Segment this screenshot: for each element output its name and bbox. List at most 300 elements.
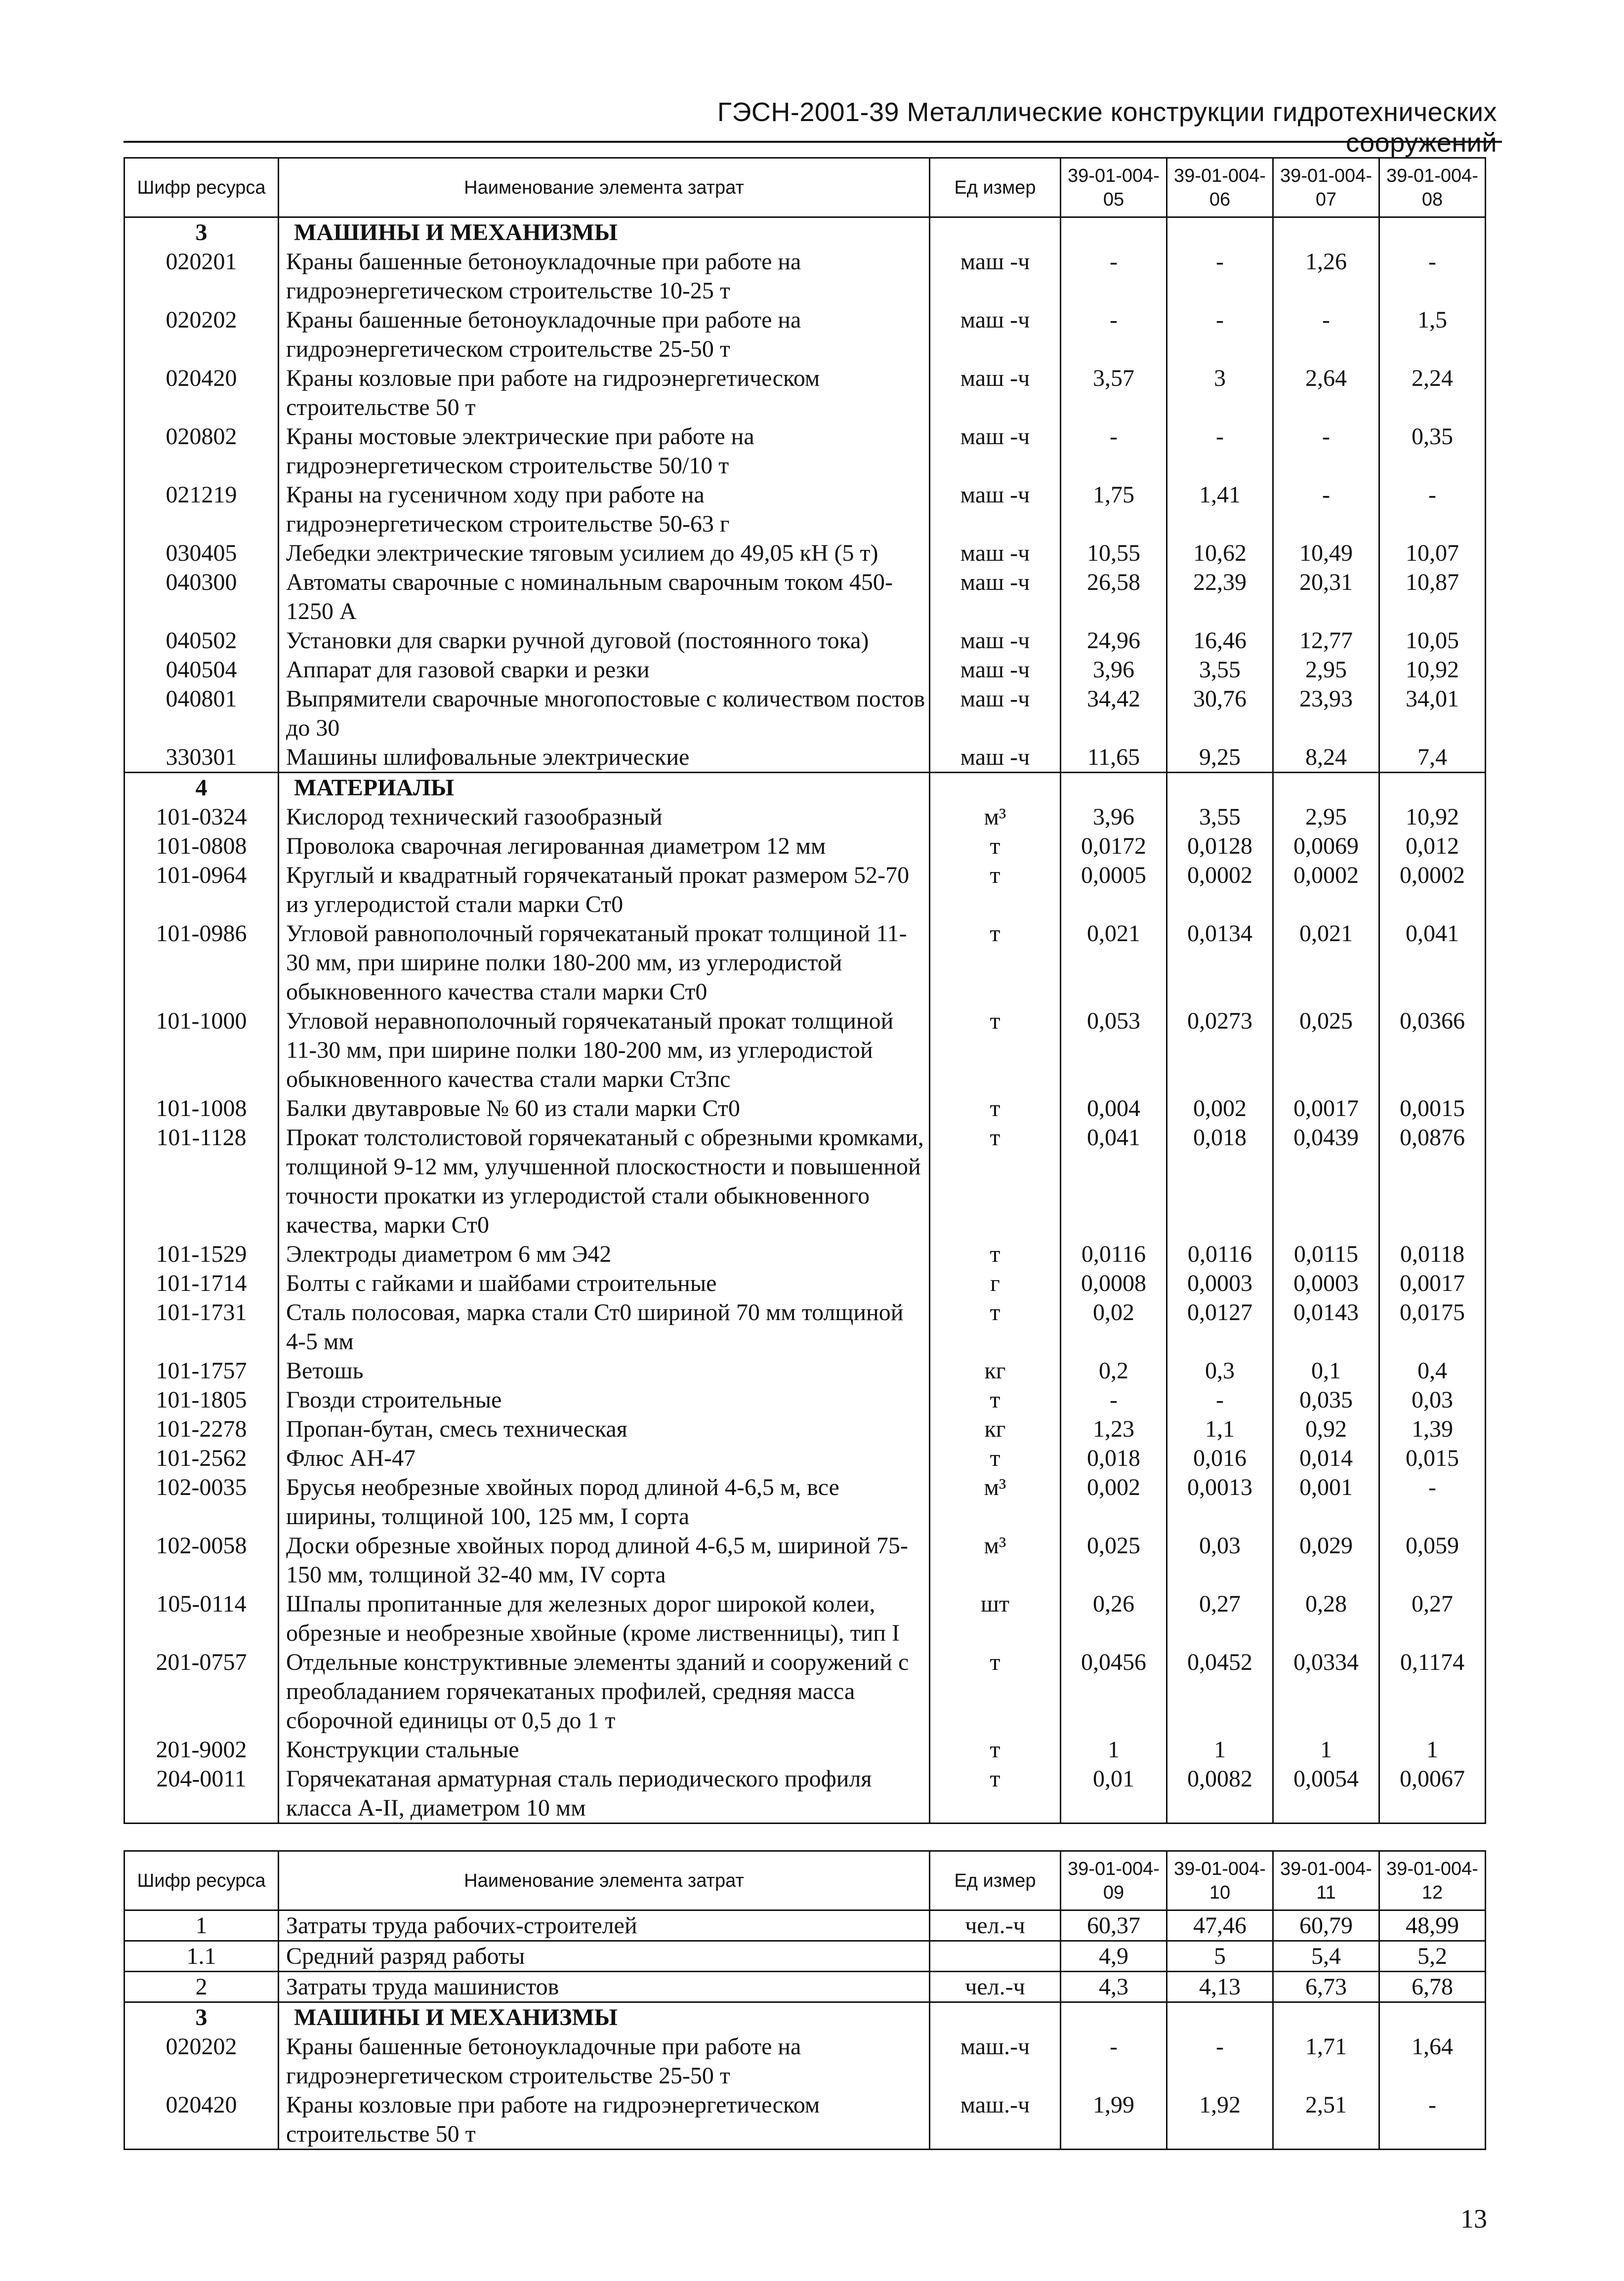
norm-value: 4,3 [1061, 1972, 1167, 2002]
column-header: Наименование элемента затрат [279, 158, 930, 217]
norm-value: - [1167, 422, 1273, 480]
norm-value: 0,002 [1167, 1094, 1273, 1123]
norm-value: 0,0069 [1273, 831, 1379, 861]
unit-of-measure: м³ [930, 1473, 1061, 1531]
norm-value: 16,46 [1167, 626, 1273, 655]
resource-code: 020420 [125, 2090, 279, 2150]
table-row [125, 1356, 1486, 1385]
resource-code: 101-1805 [125, 1385, 279, 1414]
norm-value: - [1061, 305, 1167, 364]
unit-of-measure: чел.-ч [930, 1910, 1061, 1941]
norm-value: 0,1174 [1379, 1648, 1486, 1735]
norm-value: 0,02 [1061, 1298, 1167, 1356]
empty-cell [1167, 217, 1273, 248]
header-rule [124, 141, 1502, 143]
unit-of-measure: т [930, 1240, 1061, 1269]
norm-value: 0,0067 [1379, 1764, 1486, 1824]
empty-cell [1167, 773, 1273, 803]
norm-value: 2,64 [1273, 364, 1379, 422]
norm-value: 0,053 [1061, 1006, 1167, 1094]
norm-value: - [1061, 422, 1167, 480]
table-row [125, 1444, 1486, 1473]
norm-value: 0,35 [1379, 422, 1486, 480]
norm-value: 0,0003 [1167, 1269, 1273, 1298]
resource-code: 101-0808 [125, 831, 279, 861]
section-title: МАТЕРИАЛЫ [279, 773, 930, 803]
table-row [125, 1972, 1486, 2002]
norm-value: - [1379, 247, 1486, 305]
norm-value: 0,021 [1273, 919, 1379, 1006]
norm-value: 0,0334 [1273, 1648, 1379, 1735]
unit-of-measure: т [930, 1006, 1061, 1094]
resource-code: 101-1731 [125, 1298, 279, 1356]
resource-name: Сталь полосовая, марка стали Ст0 шириной 70 мм толщиной 4-5 мм [279, 1298, 930, 1356]
resource-name: Лебедки электрические тяговым усилием до 49,05 кН (5 т) [279, 539, 930, 568]
resource-name: Проволока сварочная легированная диаметром 12 мм [279, 831, 930, 861]
column-header: Шифр ресурса [125, 158, 279, 217]
norm-value: - [1167, 305, 1273, 364]
norm-value: 7,4 [1379, 743, 1486, 773]
norm-value: 0,0002 [1273, 861, 1379, 919]
norm-value: 0,0118 [1379, 1240, 1486, 1269]
resource-code: 040300 [125, 568, 279, 626]
norm-value: 47,46 [1167, 1910, 1273, 1941]
resource-code: 021219 [125, 480, 279, 539]
norm-value: 0,025 [1273, 1006, 1379, 1094]
norm-value: 2,95 [1273, 655, 1379, 684]
resource-code: 101-1529 [125, 1240, 279, 1269]
section-header-row [125, 773, 1486, 803]
table-row [125, 1414, 1486, 1444]
resource-code: 102-0058 [125, 1531, 279, 1589]
resource-table-1 [124, 157, 1486, 1824]
norm-value: 0,0015 [1379, 1094, 1486, 1123]
norm-value: - [1167, 1385, 1273, 1414]
norm-value: 0,035 [1273, 1385, 1379, 1414]
empty-cell [1273, 2002, 1379, 2032]
norm-value: 0,3 [1167, 1356, 1273, 1385]
resource-code: 105-0114 [125, 1589, 279, 1648]
table-row [125, 1648, 1486, 1735]
table-row [125, 480, 1486, 539]
table-row [125, 305, 1486, 364]
unit-of-measure: кг [930, 1356, 1061, 1385]
resource-name: Краны башенные бетоноукладочные при работе на гидроэнергетическом строительстве 25-50 т [279, 2032, 930, 2090]
unit-of-measure: т [930, 1735, 1061, 1764]
column-header: 39-01-004-08 [1379, 158, 1486, 217]
norm-value: 1,39 [1379, 1414, 1486, 1444]
norm-value: 0,012 [1379, 831, 1486, 861]
norm-value: 1,75 [1061, 480, 1167, 539]
resource-table-2 [124, 1850, 1486, 2150]
resource-name: Затраты труда рабочих-строителей [279, 1910, 930, 1941]
resource-code: 201-9002 [125, 1735, 279, 1764]
norm-value: 3,96 [1061, 802, 1167, 831]
empty-cell [930, 773, 1061, 803]
norm-value: 60,79 [1273, 1910, 1379, 1941]
norm-value: 1 [1273, 1735, 1379, 1764]
norm-value: 0,004 [1061, 1094, 1167, 1123]
norm-value: 0,27 [1167, 1589, 1273, 1648]
table-header-row [125, 158, 1486, 217]
table-row [125, 1006, 1486, 1094]
norm-value: 1 [1379, 1735, 1486, 1764]
norm-value: - [1273, 480, 1379, 539]
unit-of-measure: т [930, 1298, 1061, 1356]
norm-value: 0,0128 [1167, 831, 1273, 861]
column-header: Шифр ресурса [125, 1851, 279, 1910]
table-row [125, 2090, 1486, 2150]
table-row [125, 1385, 1486, 1414]
empty-cell [1167, 2002, 1273, 2032]
empty-cell [1061, 217, 1167, 248]
norm-value: 1,92 [1167, 2090, 1273, 2150]
resource-name: Краны козловые при работе на гидроэнергетическом строительстве 50 т [279, 2090, 930, 2150]
unit-of-measure: шт [930, 1589, 1061, 1648]
norm-value: 24,96 [1061, 626, 1167, 655]
resource-code: 040502 [125, 626, 279, 655]
norm-value: 0,0452 [1167, 1648, 1273, 1735]
resource-code: 102-0035 [125, 1473, 279, 1531]
norm-value: 1,26 [1273, 247, 1379, 305]
norm-value: 0,016 [1167, 1444, 1273, 1473]
norm-value: 1,64 [1379, 2032, 1486, 2090]
unit-of-measure [930, 1941, 1061, 1972]
table-row [125, 1531, 1486, 1589]
resource-code: 101-0324 [125, 802, 279, 831]
resource-name: Брусья необрезные хвойных пород длиной 4-6,5 м, все ширины, толщиной 100, 125 мм, I сорта [279, 1473, 930, 1531]
table-row [125, 655, 1486, 684]
unit-of-measure: маш -ч [930, 422, 1061, 480]
resource-name: Шпалы пропитанные для железных дорог широкой колеи, обрезные и необрезные хвойные (кроме лиственницы), тип I [279, 1589, 930, 1648]
table-header-row [125, 1851, 1486, 1910]
unit-of-measure: т [930, 1123, 1061, 1240]
norm-value: 0,0116 [1167, 1240, 1273, 1269]
norm-value: 0,041 [1061, 1123, 1167, 1240]
norm-value: 6,78 [1379, 1972, 1486, 2002]
norm-value: 0,27 [1379, 1589, 1486, 1648]
column-header: Ед измер [930, 1851, 1061, 1910]
empty-cell [1379, 2002, 1486, 2032]
table-row [125, 364, 1486, 422]
norm-value: 0,014 [1273, 1444, 1379, 1473]
unit-of-measure: маш.-ч [930, 2090, 1061, 2150]
norm-value: 0,0127 [1167, 1298, 1273, 1356]
norm-value: 0,021 [1061, 919, 1167, 1006]
empty-cell [930, 217, 1061, 248]
norm-value: 10,92 [1379, 655, 1486, 684]
table-row [125, 1094, 1486, 1123]
resource-code: 040504 [125, 655, 279, 684]
norm-value: 23,93 [1273, 684, 1379, 743]
unit-of-measure: т [930, 831, 1061, 861]
table-row [125, 861, 1486, 919]
norm-value: 10,49 [1273, 539, 1379, 568]
table-row [125, 539, 1486, 568]
norm-value: - [1273, 305, 1379, 364]
resource-name: Отдельные конструктивные элементы зданий и сооружений с преобладанием горячекатаных профилей, средняя масса сборочной единицы от 0,5 до 1 т [279, 1648, 930, 1735]
unit-of-measure: кг [930, 1414, 1061, 1444]
resource-code: 101-0964 [125, 861, 279, 919]
resource-code: 101-1000 [125, 1006, 279, 1094]
norm-value: 26,58 [1061, 568, 1167, 626]
norm-value: 0,029 [1273, 1531, 1379, 1589]
norm-value: 10,05 [1379, 626, 1486, 655]
empty-cell [1061, 2002, 1167, 2032]
column-header: 39-01-004-10 [1167, 1851, 1273, 1910]
unit-of-measure: маш -ч [930, 539, 1061, 568]
unit-of-measure: маш -ч [930, 655, 1061, 684]
resource-code: 020420 [125, 364, 279, 422]
norm-value: 0,0017 [1379, 1269, 1486, 1298]
norm-value: 34,42 [1061, 684, 1167, 743]
norm-value: 4,13 [1167, 1972, 1273, 2002]
norm-value: 1 [1061, 1735, 1167, 1764]
norm-value: - [1061, 2032, 1167, 2090]
norm-value: - [1273, 422, 1379, 480]
norm-value: 0,92 [1273, 1414, 1379, 1444]
norm-value: 2,51 [1273, 2090, 1379, 2150]
unit-of-measure: т [930, 861, 1061, 919]
section-header-row [125, 2002, 1486, 2032]
resource-name: Ветошь [279, 1356, 930, 1385]
norm-value: 0,025 [1061, 1531, 1167, 1589]
unit-of-measure: маш -ч [930, 743, 1061, 773]
norm-value: 1,99 [1061, 2090, 1167, 2150]
unit-of-measure: маш -ч [930, 305, 1061, 364]
norm-value: 2,95 [1273, 802, 1379, 831]
norm-value: 3,55 [1167, 655, 1273, 684]
norm-value: - [1379, 2090, 1486, 2150]
norm-value: 3,55 [1167, 802, 1273, 831]
resource-name: Электроды диаметром 6 мм Э42 [279, 1240, 930, 1269]
resource-code: 020802 [125, 422, 279, 480]
unit-of-measure: т [930, 919, 1061, 1006]
norm-value: 3 [1167, 364, 1273, 422]
norm-value: 0,015 [1379, 1444, 1486, 1473]
norm-value: 34,01 [1379, 684, 1486, 743]
unit-of-measure: т [930, 1444, 1061, 1473]
unit-of-measure: маш -ч [930, 480, 1061, 539]
table-row [125, 1240, 1486, 1269]
norm-value: 8,24 [1273, 743, 1379, 773]
norm-value: 1,41 [1167, 480, 1273, 539]
section-code: 3 [125, 217, 279, 248]
table-row [125, 743, 1486, 773]
resource-name: Конструкции стальные [279, 1735, 930, 1764]
resource-name: Краны на гусеничном ходу при работе на гидроэнергетическом строительстве 50-63 г [279, 480, 930, 539]
norm-value: 30,76 [1167, 684, 1273, 743]
resource-name: Угловой равнополочный горячекатаный прокат толщиной 11-30 мм, при ширине полки 180-200 мм, из углеродистой обыкновенного качества стали марки Ст0 [279, 919, 930, 1006]
column-header: 39-01-004-05 [1061, 158, 1167, 217]
resource-code: 040801 [125, 684, 279, 743]
resource-code: 1.1 [125, 1941, 279, 1972]
resource-code: 204-0011 [125, 1764, 279, 1824]
table-row [125, 1269, 1486, 1298]
norm-value: 1,71 [1273, 2032, 1379, 2090]
norm-value: 0,2 [1061, 1356, 1167, 1385]
table-row [125, 1473, 1486, 1531]
norm-value: 5,4 [1273, 1941, 1379, 1972]
table-row [125, 1735, 1486, 1764]
norm-value: 0,0273 [1167, 1006, 1273, 1094]
table-row [125, 626, 1486, 655]
unit-of-measure: маш -ч [930, 364, 1061, 422]
norm-value: 0,01 [1061, 1764, 1167, 1824]
resource-name: Выпрямители сварочные многопостовые с количеством постов до 30 [279, 684, 930, 743]
resource-name: Краны башенные бетоноукладочные при работе на гидроэнергетическом строительстве 10-25 т [279, 247, 930, 305]
norm-value: 0,26 [1061, 1589, 1167, 1648]
norm-value: 0,0115 [1273, 1240, 1379, 1269]
norm-value: 0,002 [1061, 1473, 1167, 1531]
norm-value: 2,24 [1379, 364, 1486, 422]
empty-cell [1273, 217, 1379, 248]
unit-of-measure: маш -ч [930, 684, 1061, 743]
table-row [125, 1764, 1486, 1824]
norm-value: 0,0172 [1061, 831, 1167, 861]
norm-value: 1,1 [1167, 1414, 1273, 1444]
norm-value: 0,0456 [1061, 1648, 1167, 1735]
column-header: 39-01-004-06 [1167, 158, 1273, 217]
resource-code: 101-1714 [125, 1269, 279, 1298]
norm-value: 5 [1167, 1941, 1273, 1972]
norm-value: - [1167, 2032, 1273, 2090]
resource-name: Автоматы сварочные с номинальным сварочным током 450-1250 А [279, 568, 930, 626]
column-header: Наименование элемента затрат [279, 1851, 930, 1910]
norm-value: 0,0082 [1167, 1764, 1273, 1824]
norm-value: 0,018 [1167, 1123, 1273, 1240]
table-row [125, 1589, 1486, 1648]
empty-cell [1273, 773, 1379, 803]
empty-cell [1379, 773, 1486, 803]
norm-value: 0,1 [1273, 1356, 1379, 1385]
norm-value: 20,31 [1273, 568, 1379, 626]
norm-value: 0,0002 [1167, 861, 1273, 919]
norm-value: 0,001 [1273, 1473, 1379, 1531]
resource-name: Аппарат для газовой сварки и резки [279, 655, 930, 684]
table-row [125, 2032, 1486, 2090]
table-row [125, 247, 1486, 305]
resource-name: Угловой неравнополочный горячекатаный прокат толщиной 11-30 мм, при ширине полки 180-200 мм, из углеродистой обыкновенного качества стали марки Ст3пс [279, 1006, 930, 1094]
resource-name: Затраты труда машинистов [279, 1972, 930, 2002]
resource-name: Краны башенные бетоноукладочные при работе на гидроэнергетическом строительстве 25-50 т [279, 305, 930, 364]
norm-value: 0,03 [1167, 1531, 1273, 1589]
column-header: 39-01-004-12 [1379, 1851, 1486, 1910]
empty-cell [1061, 773, 1167, 803]
norm-value: 3,57 [1061, 364, 1167, 422]
norm-value: - [1379, 1473, 1486, 1531]
norm-value: 0,0013 [1167, 1473, 1273, 1531]
table-row [125, 1123, 1486, 1240]
resource-name: Краны мостовые электрические при работе на гидроэнергетическом строительстве 50/10 т [279, 422, 930, 480]
resource-code: 1 [125, 1910, 279, 1941]
resource-code: 020201 [125, 247, 279, 305]
norm-value: - [1061, 1385, 1167, 1414]
unit-of-measure: м³ [930, 1531, 1061, 1589]
page-number: 13 [1460, 2204, 1487, 2234]
unit-of-measure: т [930, 1385, 1061, 1414]
unit-of-measure: т [930, 1764, 1061, 1824]
section-title: МАШИНЫ И МЕХАНИЗМЫ [279, 2002, 930, 2032]
resource-name: Доски обрезные хвойных пород длиной 4-6,5 м, шириной 75-150 мм, толщиной 32-40 мм, IV сорта [279, 1531, 930, 1589]
column-header: 39-01-004-11 [1273, 1851, 1379, 1910]
resource-code: 2 [125, 1972, 279, 2002]
norm-value: 1,23 [1061, 1414, 1167, 1444]
norm-value: - [1379, 480, 1486, 539]
resource-code: 101-0986 [125, 919, 279, 1006]
norm-value: 1,5 [1379, 305, 1486, 364]
resource-name: Прокат толстолистовой горячекатаный с обрезными кромками, толщиной 9-12 мм, улучшенной плоскостности и повышенной точности прокатки из углеродистой стали обыкновенного качества, марки Ст0 [279, 1123, 930, 1240]
norm-value: 0,0143 [1273, 1298, 1379, 1356]
norm-value: 0,0439 [1273, 1123, 1379, 1240]
unit-of-measure: маш.-ч [930, 2032, 1061, 2090]
norm-value: 11,65 [1061, 743, 1167, 773]
section-header-row [125, 217, 1486, 248]
resource-name: Машины шлифовальные электрические [279, 743, 930, 773]
norm-value: 0,018 [1061, 1444, 1167, 1473]
resource-code: 101-2278 [125, 1414, 279, 1444]
norm-value: 10,07 [1379, 539, 1486, 568]
norm-value: 0,0002 [1379, 861, 1486, 919]
table-row [125, 684, 1486, 743]
resource-name: Болты с гайками и шайбами строительные [279, 1269, 930, 1298]
norm-value: 10,55 [1061, 539, 1167, 568]
norm-value: 0,0054 [1273, 1764, 1379, 1824]
table-row [125, 1910, 1486, 1941]
resource-code: 030405 [125, 539, 279, 568]
empty-cell [1379, 217, 1486, 248]
norm-value: 0,0008 [1061, 1269, 1167, 1298]
norm-value: 0,03 [1379, 1385, 1486, 1414]
norm-value: 48,99 [1379, 1910, 1486, 1941]
unit-of-measure: маш -ч [930, 247, 1061, 305]
resource-name: Флюс АН-47 [279, 1444, 930, 1473]
unit-of-measure: м³ [930, 802, 1061, 831]
norm-value: 22,39 [1167, 568, 1273, 626]
resource-name: Установки для сварки ручной дуговой (постоянного тока) [279, 626, 930, 655]
norm-value: 0,0876 [1379, 1123, 1486, 1240]
norm-value: 0,059 [1379, 1531, 1486, 1589]
empty-cell [930, 2002, 1061, 2032]
resource-name: Круглый и квадратный горячекатаный прокат размером 52-70 из углеродистой стали марки Ст0 [279, 861, 930, 919]
resource-name: Балки двутавровые № 60 из стали марки Ст0 [279, 1094, 930, 1123]
norm-value: 0,0017 [1273, 1094, 1379, 1123]
resource-code: 101-1008 [125, 1094, 279, 1123]
norm-value: 0,4 [1379, 1356, 1486, 1385]
unit-of-measure: маш -ч [930, 568, 1061, 626]
unit-of-measure: маш -ч [930, 626, 1061, 655]
norm-value: 0,0134 [1167, 919, 1273, 1006]
unit-of-measure: т [930, 1648, 1061, 1735]
section-title: МАШИНЫ И МЕХАНИЗМЫ [279, 217, 930, 248]
column-header: Ед измер [930, 158, 1061, 217]
norm-value: 10,87 [1379, 568, 1486, 626]
resource-code: 330301 [125, 743, 279, 773]
norm-value: 10,92 [1379, 802, 1486, 831]
norm-value: 0,0005 [1061, 861, 1167, 919]
resource-code: 101-2562 [125, 1444, 279, 1473]
norm-value: 3,96 [1061, 655, 1167, 684]
norm-value: 1 [1167, 1735, 1273, 1764]
table-row [125, 1298, 1486, 1356]
norm-value: - [1167, 247, 1273, 305]
section-code: 4 [125, 773, 279, 803]
norm-value: 0,0366 [1379, 1006, 1486, 1094]
norm-value: 0,0175 [1379, 1298, 1486, 1356]
resource-code: 101-1128 [125, 1123, 279, 1240]
norm-value: 4,9 [1061, 1941, 1167, 1972]
norm-value: 0,041 [1379, 919, 1486, 1006]
